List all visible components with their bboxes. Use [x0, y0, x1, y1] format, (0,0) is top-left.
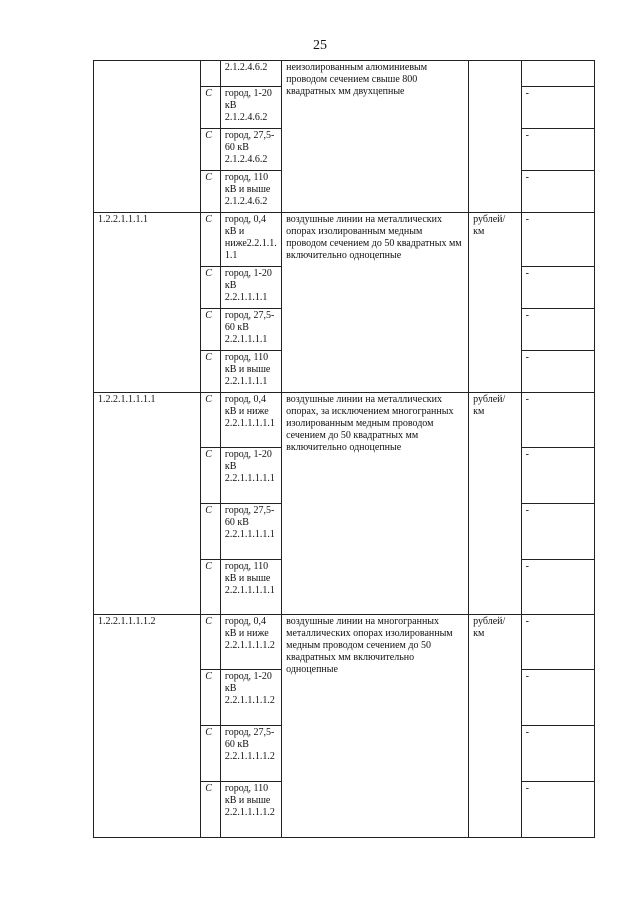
- category-cell: С: [201, 171, 221, 213]
- voltage-cell: 2.1.2.4.6.2: [220, 61, 281, 87]
- category-cell: С: [201, 782, 221, 838]
- category-cell: С: [201, 213, 221, 267]
- voltage-cell: город, 110 кВ и выше 2.1.2.4.6.2: [220, 171, 281, 213]
- category-cell: С: [201, 87, 221, 129]
- value-cell: -: [521, 351, 594, 393]
- description-cell: воздушные линии на металлических опорах, за исключением многогранных изолированным медным проводом сечением до 50 квадратных мм включительно одноцепные: [282, 393, 469, 615]
- table-row: [94, 61, 595, 87]
- voltage-cell: город, 1-20 кВ 2.2.1.1.1.1: [220, 267, 281, 309]
- row-code: 1.2.2.1.1.1.1.2: [94, 615, 201, 838]
- category-cell: С: [201, 351, 221, 393]
- voltage-cell: город, 110 кВ и выше 2.2.1.1.1.1.2: [220, 782, 281, 838]
- row-code: 1.2.2.1.1.1.1.1: [94, 393, 201, 615]
- category-cell: С: [201, 309, 221, 351]
- category-cell: [201, 61, 221, 87]
- value-cell: -: [521, 309, 594, 351]
- table-row: [94, 615, 595, 670]
- voltage-cell: город, 27,5-60 кВ 2.2.1.1.1.1.1: [220, 504, 281, 560]
- unit-cell: рублей/ км: [469, 615, 522, 838]
- row-code: [94, 61, 201, 213]
- value-cell: -: [521, 87, 594, 129]
- value-cell: -: [521, 448, 594, 504]
- unit-cell: рублей/ км: [469, 213, 522, 393]
- voltage-cell: город, 110 кВ и выше 2.2.1.1.1.1.1: [220, 560, 281, 615]
- tariff-table-body: [94, 61, 595, 838]
- category-cell: С: [201, 560, 221, 615]
- voltage-cell: город, 0,4 кВ и ниже2.2.1.1.1.1: [220, 213, 281, 267]
- value-cell: -: [521, 560, 594, 615]
- tariff-table: [93, 60, 595, 838]
- category-cell: С: [201, 670, 221, 726]
- value-cell: -: [521, 615, 594, 670]
- page-number: 25: [313, 38, 327, 53]
- voltage-cell: город, 27,5-60 кВ 2.1.2.4.6.2: [220, 129, 281, 171]
- voltage-cell: город, 0,4 кВ и ниже 2.2.1.1.1.1.2: [220, 615, 281, 670]
- category-cell: С: [201, 615, 221, 670]
- value-cell: -: [521, 213, 594, 267]
- voltage-cell: город, 1-20 кВ 2.1.2.4.6.2: [220, 87, 281, 129]
- row-code: 1.2.2.1.1.1.1: [94, 213, 201, 393]
- value-cell: -: [521, 129, 594, 171]
- voltage-cell: город, 0,4 кВ и ниже 2.2.1.1.1.1.1: [220, 393, 281, 448]
- table-row: [94, 393, 595, 448]
- category-cell: С: [201, 129, 221, 171]
- voltage-cell: город, 27,5-60 кВ 2.2.1.1.1.1: [220, 309, 281, 351]
- voltage-cell: город, 110 кВ и выше 2.2.1.1.1.1: [220, 351, 281, 393]
- value-cell: -: [521, 171, 594, 213]
- description-cell: неизолированным алюминиевым проводом сечением свыше 800 квадратных мм двухцепные: [282, 61, 469, 213]
- description-cell: воздушные линии на многогранных металлических опорах изолированным медным проводом сечением до 50 квадратных мм включительно одноцепные: [282, 615, 469, 838]
- description-cell: воздушные линии на металлических опорах изолированным медным проводом сечением до 50 квадратных мм включительно одноцепные: [282, 213, 469, 393]
- value-cell: -: [521, 782, 594, 838]
- value-cell: -: [521, 670, 594, 726]
- category-cell: С: [201, 393, 221, 448]
- category-cell: С: [201, 448, 221, 504]
- voltage-cell: город, 27,5-60 кВ 2.2.1.1.1.1.2: [220, 726, 281, 782]
- value-cell: -: [521, 504, 594, 560]
- table-row: [94, 213, 595, 267]
- value-cell: -: [521, 393, 594, 448]
- voltage-cell: город, 1-20 кВ 2.2.1.1.1.1.1: [220, 448, 281, 504]
- voltage-cell: город, 1-20 кВ 2.2.1.1.1.1.2: [220, 670, 281, 726]
- unit-cell: [469, 61, 522, 213]
- category-cell: С: [201, 267, 221, 309]
- unit-cell: рублей/ км: [469, 393, 522, 615]
- value-cell: -: [521, 267, 594, 309]
- value-cell: -: [521, 726, 594, 782]
- category-cell: С: [201, 726, 221, 782]
- value-cell: [521, 61, 594, 87]
- category-cell: С: [201, 504, 221, 560]
